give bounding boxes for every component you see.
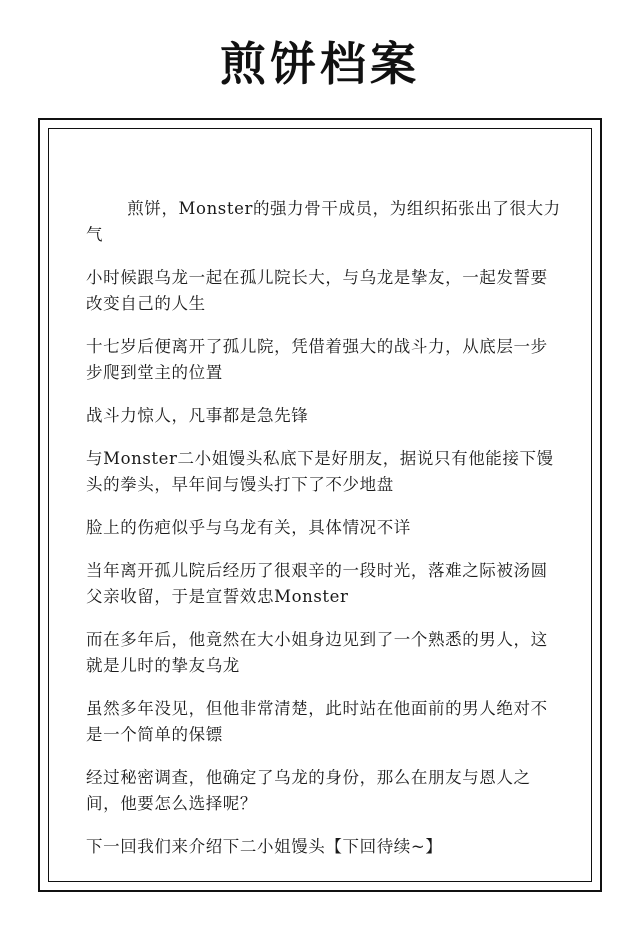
paragraph-scar: 脸上的伤疤似乎与乌龙有关，具体情况不详 (86, 518, 411, 537)
paragraph-intro: 煎饼，Monster的强力骨干成员，为组织拓张出了很大力气 (86, 199, 561, 244)
paragraph-combat: 战斗力惊人，凡事都是急先锋 (86, 406, 309, 425)
paragraph-rise: 十七岁后便离开了孤儿院，凭借着强大的战斗力，从底层一步步爬到堂主的位置 (86, 337, 548, 382)
paragraph-loyalty: 当年离开孤儿院后经历了很艰辛的一段时光，落难之际被汤圆父亲收留，于是宣誓效忠Monster (86, 561, 548, 606)
paragraph-suspicion: 虽然多年没见，但他非常清楚，此时站在他面前的男人绝对不是一个简单的保镖 (86, 699, 548, 744)
paragraph-childhood: 小时候跟乌龙一起在孤儿院长大，与乌龙是挚友，一起发誓要改变自己的人生 (86, 268, 548, 313)
page-title: 煎饼档案 (220, 37, 420, 91)
paragraph-next-episode: 下一回我们来介绍下二小姐馒头【下回待续~】 (86, 837, 443, 856)
paragraph-dilemma: 经过秘密调查，他确定了乌龙的身份，那么在朋友与恩人之间，他要怎么选择呢？ (86, 768, 531, 813)
paragraph-friendship: 与Monster二小姐馒头私底下是好朋友，据说只有他能接下馒头的拳头，早年间与馒头打下了不少地盘 (86, 449, 554, 494)
profile-text-body (86, 196, 562, 877)
paragraph-reunion: 而在多年后，他竟然在大小姐身边见到了一个熟悉的男人，这就是儿时的挚友乌龙 (86, 630, 548, 675)
